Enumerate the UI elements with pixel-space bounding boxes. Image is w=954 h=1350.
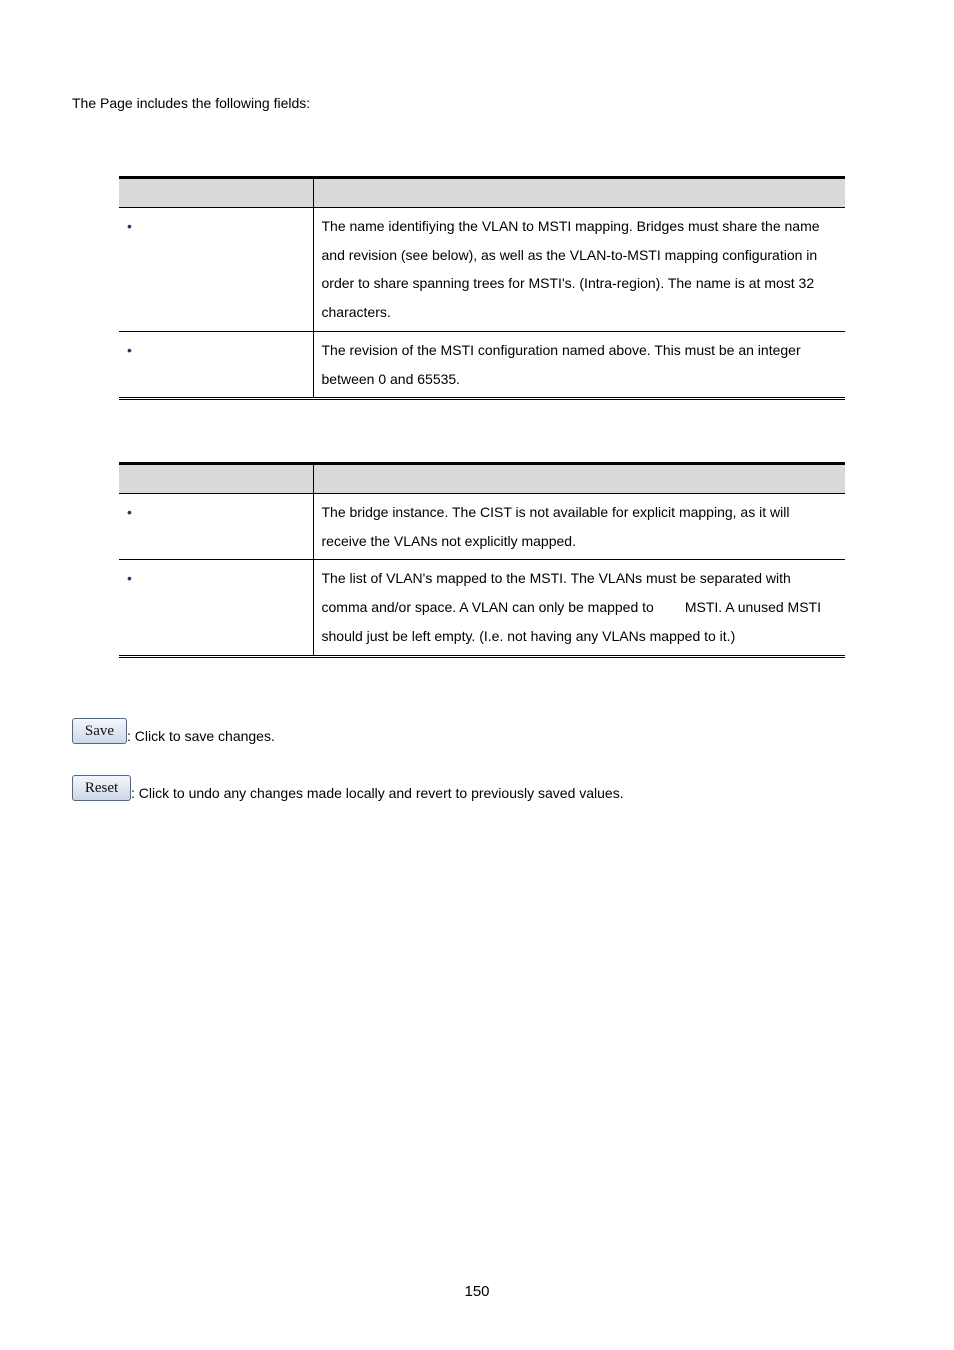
field-name-cell xyxy=(119,560,313,656)
bullet-icon: • xyxy=(127,218,132,234)
header-description xyxy=(313,178,845,208)
field-description: The name identifiying the VLAN to MSTI mapping. Bridges must share the name and revision (see below), as well as the VLAN-to-MSTI mapping configuration in order to share spanning trees for MSTI's. (Intra-region). The name is at most 32 characters. xyxy=(313,208,845,332)
table-row xyxy=(119,560,845,656)
reset-description-row xyxy=(72,775,624,801)
reset-description: : Click to undo any changes made locally and revert to previously saved values. xyxy=(131,785,624,801)
table-header-row xyxy=(119,464,845,494)
table-row xyxy=(119,331,845,398)
field-description xyxy=(313,560,845,656)
header-description xyxy=(313,464,845,494)
bullet-icon: • xyxy=(127,504,132,520)
save-description: : Click to save changes. xyxy=(127,728,275,744)
field-description: The bridge instance. The CIST is not available for explicit mapping, as it will receive the VLANs not explicitly mapped. xyxy=(313,494,845,560)
bullet-icon: • xyxy=(127,341,132,358)
field-name-cell xyxy=(119,331,313,398)
bullet-icon: • xyxy=(127,570,132,587)
save-description-row xyxy=(72,718,275,744)
table-row xyxy=(119,494,845,560)
reset-button[interactable]: Reset xyxy=(72,775,131,801)
intro-text: The Page includes the following fields: xyxy=(72,95,311,111)
mstp-config-table xyxy=(119,176,845,400)
field-description-part-2: MSTI. A unused MSTI should just be left empty. (I.e. not having any VLANs mapped to it.) xyxy=(321,599,821,644)
field-name-cell xyxy=(119,494,313,560)
save-button[interactable]: Save xyxy=(72,718,127,744)
msti-mapping-table xyxy=(119,462,845,658)
page-number: 150 xyxy=(464,1283,490,1300)
table-row xyxy=(119,208,845,332)
table-header-row xyxy=(119,178,845,208)
header-object xyxy=(119,178,313,208)
field-description-part-1: The list of VLAN's mapped to the MSTI. The VLANs must be separated with comma and/or space. A VLAN can only be mapped to xyxy=(321,570,791,616)
header-object xyxy=(119,464,313,494)
field-description: The revision of the MSTI configuration named above. This must be an integer between 0 and 65535. xyxy=(313,331,845,398)
field-name-cell xyxy=(119,208,313,332)
